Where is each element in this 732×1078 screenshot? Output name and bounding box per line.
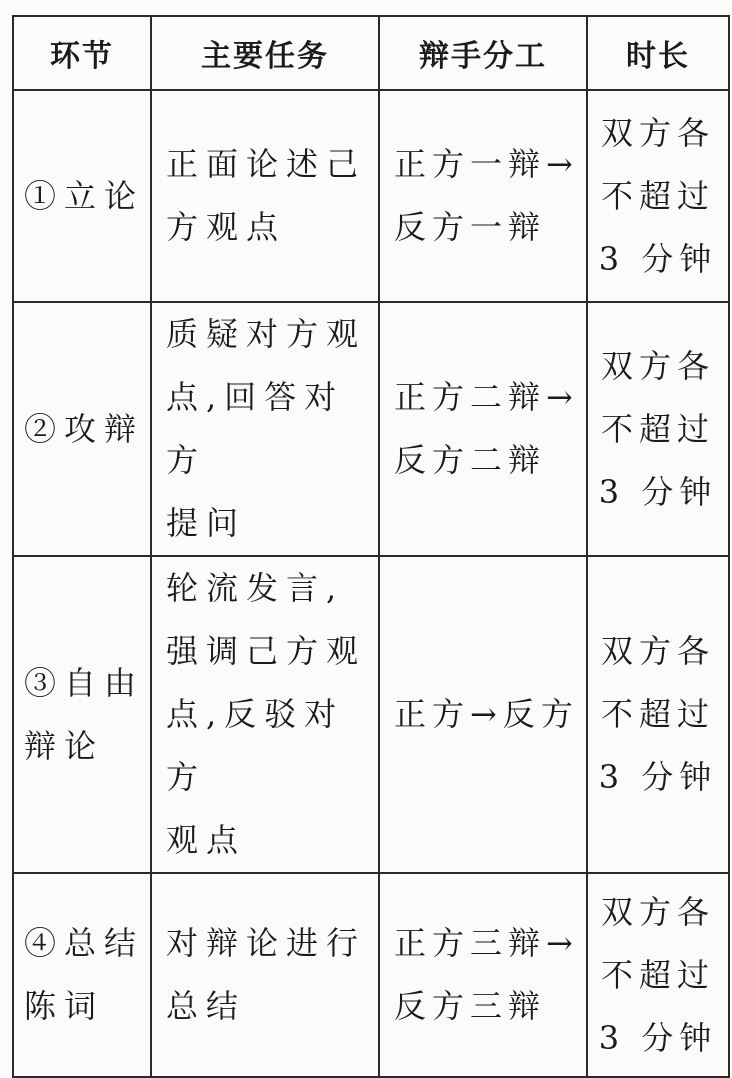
table-row (13, 302, 729, 556)
table-row (13, 90, 729, 302)
header-debater-role: 辩手分工 (379, 16, 587, 90)
role-cell (379, 302, 587, 556)
stage-cell (13, 873, 151, 1077)
stage-text: ①立论 (24, 176, 145, 215)
header-duration: 时长 (587, 16, 729, 90)
task-text: 轮流发言, 强调己方观 点,反驳对方 观点 (166, 569, 367, 859)
stage-cell (13, 556, 151, 873)
role-text: 正方二辩→ 反方二辩 (394, 378, 579, 479)
stage-text: ④总结 陈词 (24, 924, 145, 1025)
time-cell (587, 90, 729, 302)
task-cell (151, 556, 379, 873)
table-row (13, 556, 729, 873)
stage-cell (13, 90, 151, 302)
time-text: 双方各 不超过 3 分钟 (598, 892, 718, 1057)
role-text: 正方→反方 (394, 695, 579, 733)
table-row (13, 873, 729, 1077)
time-text: 双方各 不超过 3 分钟 (598, 632, 718, 796)
debate-procedure-table (12, 15, 730, 1078)
stage-text: ②攻辩 (24, 409, 145, 448)
task-cell (151, 873, 379, 1077)
role-cell (379, 873, 587, 1077)
table-header-row (13, 16, 729, 90)
header-main-task: 主要任务 (151, 16, 379, 90)
role-text: 正方一辩→ 反方一辩 (394, 145, 579, 246)
time-cell (587, 302, 729, 556)
time-cell (587, 556, 729, 873)
task-text: 正面论述己 方观点 (166, 145, 367, 246)
task-cell (151, 90, 379, 302)
debate-procedure-table-container (12, 15, 728, 1057)
header-stage: 环节 (13, 16, 151, 90)
role-text: 正方三辩→ 反方三辩 (394, 924, 579, 1025)
task-text: 对辩论进行 总结 (166, 924, 367, 1025)
stage-text: ③自由 辩论 (24, 663, 145, 765)
role-cell (379, 556, 587, 873)
time-text: 双方各 不超过 3 分钟 (598, 113, 718, 278)
time-text: 双方各 不超过 3 分钟 (598, 346, 718, 511)
stage-cell (13, 302, 151, 556)
task-text: 质疑对方观 点,回答对方 提问 (166, 315, 367, 542)
time-cell (587, 873, 729, 1077)
task-cell (151, 302, 379, 556)
role-cell (379, 90, 587, 302)
